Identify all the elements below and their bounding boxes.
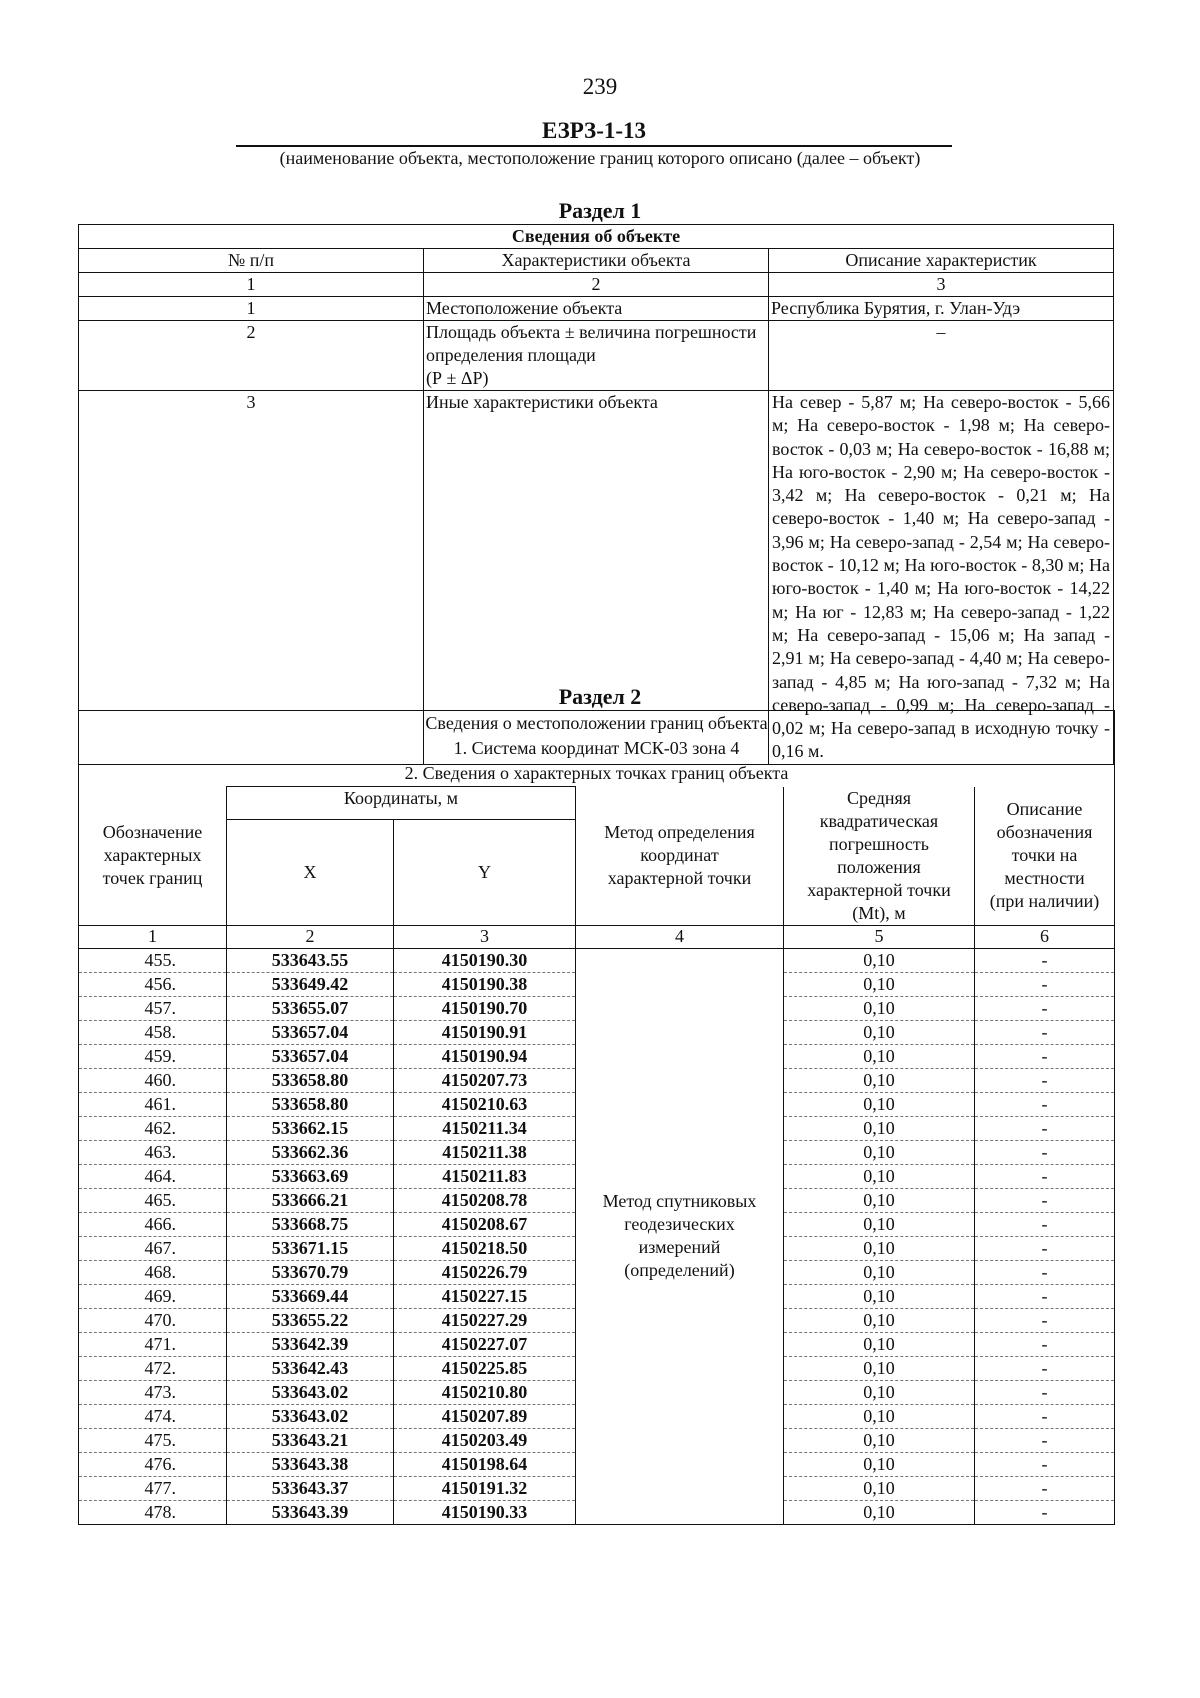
method-line: (определений) bbox=[624, 1260, 735, 1280]
point-x: 533649.42 bbox=[227, 972, 394, 996]
point-y: 4150198.64 bbox=[394, 1452, 576, 1476]
column-header-description bbox=[975, 787, 1115, 926]
point-x: 533657.04 bbox=[227, 1044, 394, 1068]
point-y: 4150190.70 bbox=[394, 996, 576, 1020]
point-y: 4150226.79 bbox=[394, 1260, 576, 1284]
point-error: 0,10 bbox=[784, 1476, 975, 1500]
point-x: 533671.15 bbox=[227, 1236, 394, 1260]
point-x: 533666.21 bbox=[227, 1188, 394, 1212]
point-description: - bbox=[975, 1404, 1115, 1428]
section2-info bbox=[79, 711, 1115, 787]
header-line: характерной точки bbox=[807, 879, 951, 900]
header-line: Обозначение bbox=[102, 822, 203, 842]
point-description: - bbox=[975, 1044, 1115, 1068]
point-y: 4150227.15 bbox=[394, 1284, 576, 1308]
header-line: Описание bbox=[1006, 799, 1083, 819]
header-line: обозначения bbox=[996, 822, 1093, 842]
point-description: - bbox=[975, 948, 1115, 972]
point-y: 4150190.94 bbox=[394, 1044, 576, 1068]
header-line: характерных bbox=[103, 845, 202, 865]
column-number: 1 bbox=[79, 273, 424, 297]
point-description: - bbox=[975, 1116, 1115, 1140]
point-number: 461. bbox=[79, 1092, 227, 1116]
point-y: 4150211.34 bbox=[394, 1116, 576, 1140]
point-number: 474. bbox=[79, 1404, 227, 1428]
point-error: 0,10 bbox=[784, 1236, 975, 1260]
characteristic-name: Местоположение объекта bbox=[424, 297, 769, 321]
point-description: - bbox=[975, 1380, 1115, 1404]
point-number: 466. bbox=[79, 1212, 227, 1236]
points-body bbox=[79, 948, 1115, 1524]
point-number: 460. bbox=[79, 1068, 227, 1092]
point-description: - bbox=[975, 1332, 1115, 1356]
point-y: 4150227.29 bbox=[394, 1308, 576, 1332]
header-line: точки на bbox=[1011, 845, 1078, 865]
point-y: 4150207.89 bbox=[394, 1404, 576, 1428]
column-header-error bbox=[784, 787, 975, 926]
point-x: 533655.07 bbox=[227, 996, 394, 1020]
method-cell bbox=[576, 948, 784, 1524]
point-error: 0,10 bbox=[784, 1428, 975, 1452]
point-description: - bbox=[975, 972, 1115, 996]
point-number: 462. bbox=[79, 1116, 227, 1140]
point-x: 533663.69 bbox=[227, 1164, 394, 1188]
column-number: 6 bbox=[975, 925, 1115, 948]
column-number: 5 bbox=[784, 925, 975, 948]
column-header-x: X bbox=[227, 819, 394, 925]
point-x: 533658.80 bbox=[227, 1068, 394, 1092]
info-line: 2. Сведения о характерных точках границ объекта bbox=[404, 763, 789, 783]
point-y: 4150207.73 bbox=[394, 1068, 576, 1092]
point-number: 455. bbox=[79, 948, 227, 972]
point-description: - bbox=[975, 1212, 1115, 1236]
characteristic-name-line: (Р ± ΔР) bbox=[426, 368, 489, 388]
point-description: - bbox=[975, 1236, 1115, 1260]
section2-title: Раздел 2 bbox=[558, 684, 642, 709]
point-x: 533642.39 bbox=[227, 1332, 394, 1356]
header-line: местности bbox=[1004, 868, 1085, 888]
point-y: 4150210.63 bbox=[394, 1092, 576, 1116]
point-error: 0,10 bbox=[784, 1020, 975, 1044]
method-line: Метод спутниковых bbox=[602, 1191, 757, 1211]
header-line: характерной точки bbox=[607, 868, 752, 888]
point-description: - bbox=[975, 1188, 1115, 1212]
section1-title: Раздел 1 bbox=[558, 198, 642, 223]
column-header-description: Описание характеристик bbox=[769, 249, 1114, 273]
point-number: 464. bbox=[79, 1164, 227, 1188]
row-number: 3 bbox=[79, 391, 424, 765]
row-number: 2 bbox=[79, 321, 424, 391]
point-y: 4150208.78 bbox=[394, 1188, 576, 1212]
boundary-points-table bbox=[78, 710, 1115, 1525]
point-description: - bbox=[975, 1452, 1115, 1476]
column-number: 3 bbox=[769, 273, 1114, 297]
point-x: 533643.55 bbox=[227, 948, 394, 972]
point-y: 4150203.49 bbox=[394, 1428, 576, 1452]
point-y: 4150190.38 bbox=[394, 972, 576, 996]
row-number: 1 bbox=[79, 297, 424, 321]
point-description: - bbox=[975, 1092, 1115, 1116]
point-error: 0,10 bbox=[784, 1068, 975, 1092]
point-x: 533643.02 bbox=[227, 1380, 394, 1404]
characteristic-name-line: определения площади bbox=[426, 345, 596, 365]
point-error: 0,10 bbox=[784, 1404, 975, 1428]
characteristic-name: Иные характеристики объекта bbox=[424, 391, 769, 765]
point-error: 0,10 bbox=[784, 1044, 975, 1068]
point-description: - bbox=[975, 1284, 1115, 1308]
object-name: ЕЗРЗ-1-13 bbox=[236, 118, 952, 147]
point-error: 0,10 bbox=[784, 1500, 975, 1524]
characteristic-name bbox=[424, 321, 769, 391]
point-description: - bbox=[975, 1428, 1115, 1452]
point-description: - bbox=[975, 1308, 1115, 1332]
point-x: 533668.75 bbox=[227, 1212, 394, 1236]
point-y: 4150208.67 bbox=[394, 1212, 576, 1236]
point-description: - bbox=[975, 1020, 1115, 1044]
header-line: квадратическая bbox=[819, 810, 939, 831]
characteristic-value: – bbox=[769, 321, 1114, 391]
column-header-y: Y bbox=[394, 819, 576, 925]
point-error: 0,10 bbox=[784, 1260, 975, 1284]
header-line: погрешность bbox=[828, 833, 929, 854]
point-number: 477. bbox=[79, 1476, 227, 1500]
column-header-characteristics: Характеристики объекта bbox=[424, 249, 769, 273]
column-number: 4 bbox=[576, 925, 784, 948]
info-line: Сведения о местоположении границ объекта bbox=[425, 713, 768, 733]
object-caption: (наименование объекта, местоположение границ которого описано (далее – объект) bbox=[279, 148, 921, 168]
characteristic-value: На север - 5,87 м; На северо-восток - 5,66 м; На северо-восток - 1,98 м; На северо-восток - 0,03 м; На северо-восток - 16,88 м; На юго-восток - 2,90 м; На северо-восток - 3,42 м; На северо-восток - 0,21 м; На северо-восток - 1,40 м; На северо-запад - 3,96 м; На северо-запад - 2,54 м; На северо-восток - 10,12 м; На юго-восток - 8,30 м; На юго-восток - 1,40 м; На юго-восток - 14,22 м; На юг - 12,83 м; На северо-запад - 1,22 м; На северо-запад - 15,06 м; На запад - 2,91 м; На северо-запад - 4,40 м; На северо-запад - 4,85 м; На юго-запад - 7,32 м; На северо-запад - 0,99 м; На северо-запад - 0,02 м; На северо-запад в исходную точку - 0,16 м. bbox=[769, 391, 1114, 765]
point-number: 473. bbox=[79, 1380, 227, 1404]
point-y: 4150190.30 bbox=[394, 948, 576, 972]
point-number: 465. bbox=[79, 1188, 227, 1212]
point-y: 4150191.32 bbox=[394, 1476, 576, 1500]
page-number: 239 bbox=[582, 74, 618, 99]
point-number: 467. bbox=[79, 1236, 227, 1260]
point-x: 533662.15 bbox=[227, 1116, 394, 1140]
point-y: 4150211.83 bbox=[394, 1164, 576, 1188]
header-line: положения bbox=[837, 856, 921, 877]
point-x: 533662.36 bbox=[227, 1140, 394, 1164]
point-number: 458. bbox=[79, 1020, 227, 1044]
characteristic-name-line: Площадь объекта ± величина погрешности bbox=[426, 322, 757, 342]
characteristic-value: Республика Бурятия, г. Улан-Удэ bbox=[769, 297, 1114, 321]
point-error: 0,10 bbox=[784, 1332, 975, 1356]
point-error: 0,10 bbox=[784, 1092, 975, 1116]
point-error: 0,10 bbox=[784, 1116, 975, 1140]
point-y: 4150211.38 bbox=[394, 1140, 576, 1164]
point-x: 533658.80 bbox=[227, 1092, 394, 1116]
point-y: 4150190.91 bbox=[394, 1020, 576, 1044]
point-x: 533643.38 bbox=[227, 1452, 394, 1476]
point-number: 472. bbox=[79, 1356, 227, 1380]
point-description: - bbox=[975, 1140, 1115, 1164]
point-description: - bbox=[975, 1500, 1115, 1524]
column-number: 3 bbox=[394, 925, 576, 948]
point-x: 533670.79 bbox=[227, 1260, 394, 1284]
point-error: 0,10 bbox=[784, 1452, 975, 1476]
point-number: 468. bbox=[79, 1260, 227, 1284]
table-row bbox=[79, 948, 1115, 972]
point-number: 456. bbox=[79, 972, 227, 996]
point-y: 4150227.07 bbox=[394, 1332, 576, 1356]
table-row bbox=[79, 321, 1114, 391]
point-description: - bbox=[975, 996, 1115, 1020]
method-line: геодезических bbox=[624, 1214, 735, 1234]
info-line: 1. Система координат МСК-03 зона 4 bbox=[453, 738, 740, 758]
point-y: 4150210.80 bbox=[394, 1380, 576, 1404]
point-x: 533669.44 bbox=[227, 1284, 394, 1308]
point-description: - bbox=[975, 1356, 1115, 1380]
point-error: 0,10 bbox=[784, 972, 975, 996]
column-number: 1 bbox=[79, 925, 227, 948]
point-error: 0,10 bbox=[784, 1164, 975, 1188]
column-number: 2 bbox=[424, 273, 769, 297]
point-number: 463. bbox=[79, 1140, 227, 1164]
point-number: 471. bbox=[79, 1332, 227, 1356]
point-error: 0,10 bbox=[784, 1284, 975, 1308]
point-x: 533642.43 bbox=[227, 1356, 394, 1380]
point-description: - bbox=[975, 1260, 1115, 1284]
header-line: Средняя bbox=[846, 787, 912, 808]
point-x: 533643.37 bbox=[227, 1476, 394, 1500]
header-line: (при наличии) bbox=[989, 891, 1100, 911]
point-error: 0,10 bbox=[784, 1308, 975, 1332]
header-line: (Mt), м bbox=[852, 902, 906, 923]
point-number: 470. bbox=[79, 1308, 227, 1332]
point-x: 533655.22 bbox=[227, 1308, 394, 1332]
point-number: 469. bbox=[79, 1284, 227, 1308]
object-info-table-title: Сведения об объекте bbox=[79, 225, 1114, 249]
point-x: 533643.02 bbox=[227, 1404, 394, 1428]
column-header-method bbox=[576, 787, 784, 926]
point-error: 0,10 bbox=[784, 948, 975, 972]
point-number: 476. bbox=[79, 1452, 227, 1476]
column-header-coordinates: Координаты, м bbox=[227, 787, 576, 820]
point-y: 4150190.33 bbox=[394, 1500, 576, 1524]
column-header-number: № п/п bbox=[79, 249, 424, 273]
point-number: 475. bbox=[79, 1428, 227, 1452]
column-header-designation bbox=[79, 787, 227, 926]
header-line: Метод определения bbox=[604, 822, 755, 842]
point-number: 457. bbox=[79, 996, 227, 1020]
point-error: 0,10 bbox=[784, 1140, 975, 1164]
point-error: 0,10 bbox=[784, 1380, 975, 1404]
point-number: 478. bbox=[79, 1500, 227, 1524]
table-row bbox=[79, 297, 1114, 321]
method-line: измерений bbox=[638, 1237, 721, 1257]
column-number: 2 bbox=[227, 925, 394, 948]
point-error: 0,10 bbox=[784, 1356, 975, 1380]
point-description: - bbox=[975, 1068, 1115, 1092]
point-description: - bbox=[975, 1476, 1115, 1500]
header-line: координат bbox=[640, 845, 719, 865]
point-description: - bbox=[975, 1164, 1115, 1188]
point-number: 459. bbox=[79, 1044, 227, 1068]
header-line: точек границ bbox=[102, 868, 203, 888]
point-y: 4150218.50 bbox=[394, 1236, 576, 1260]
point-error: 0,10 bbox=[784, 1212, 975, 1236]
point-error: 0,10 bbox=[784, 1188, 975, 1212]
point-x: 533657.04 bbox=[227, 1020, 394, 1044]
point-x: 533643.39 bbox=[227, 1500, 394, 1524]
point-error: 0,10 bbox=[784, 996, 975, 1020]
point-y: 4150225.85 bbox=[394, 1356, 576, 1380]
point-x: 533643.21 bbox=[227, 1428, 394, 1452]
